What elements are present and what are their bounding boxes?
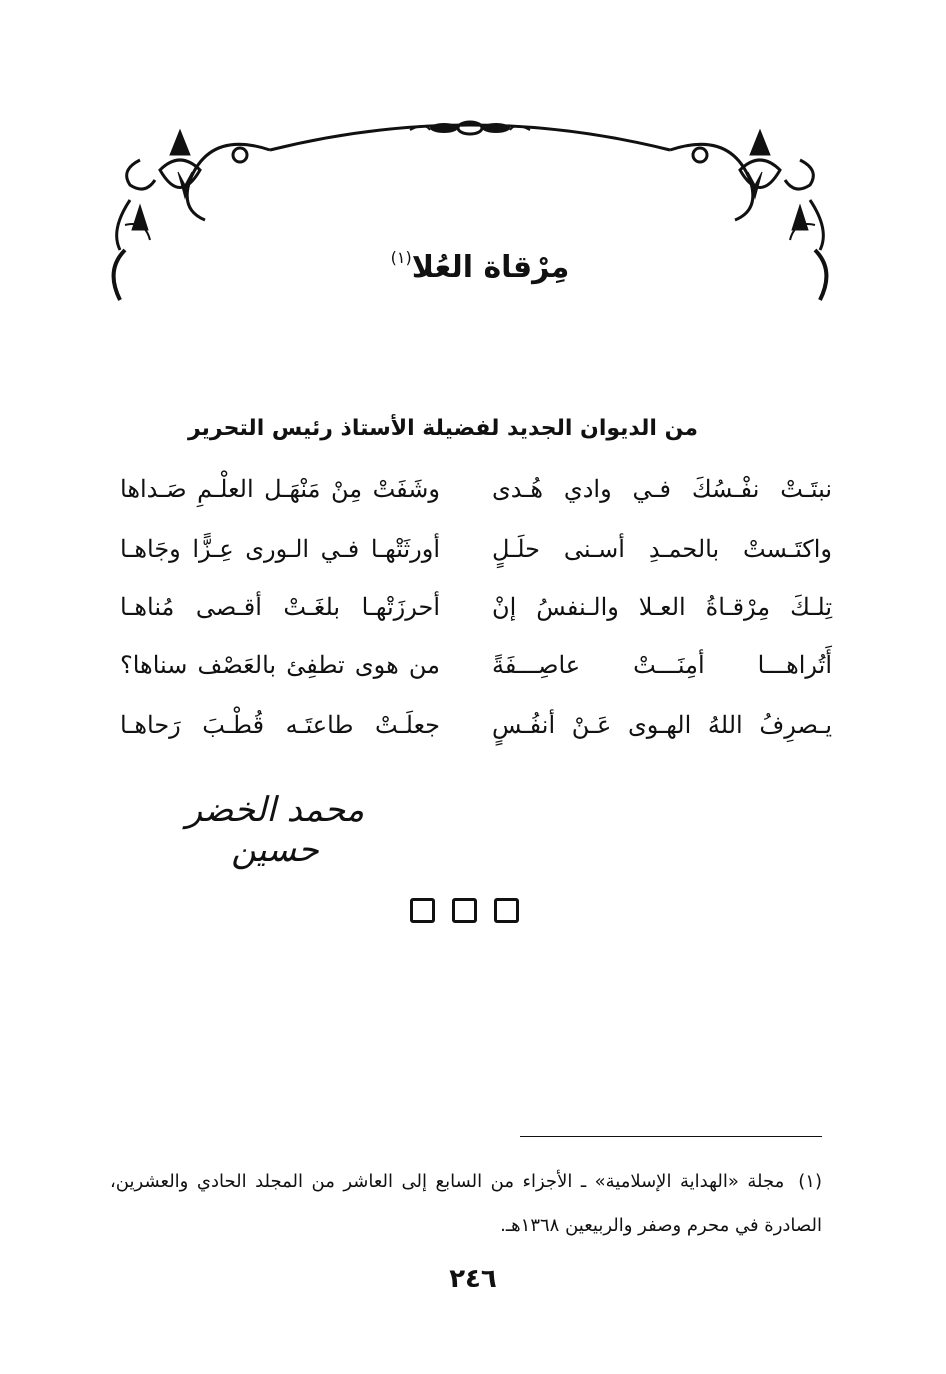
verse-row [0, 700, 946, 750]
verse-first-hemistich: أَتُراهـــا أمِنَـــتْ عاصِـــفَةً [492, 651, 832, 679]
verse-second-hemistich: جعلَـتْ طاعتَـه قُطْـبَ رَحاهـا [120, 711, 440, 739]
verse-first-hemistich: واكتَـستْ بالحمـدِ أسـنى حلَـلٍ [492, 535, 832, 563]
footnote-text: مجلة «الهداية الإسلامية» ـ الأجزاء من السابع إلى العاشر من المجلد الحادي والعشرين، الصادرة في محرم وصفر والربيعين ١٣٦٨هـ. [110, 1171, 822, 1236]
verse-second-hemistich: أحرزَتْهـا بلغَـتْ أقـصى مُناهـا [120, 593, 440, 621]
verse-second-hemistich: وشَفَتْ مِنْ مَنْهَـل العلْـمِ صَـداها [120, 475, 440, 503]
left-fleur-ornament-icon [114, 130, 270, 300]
end-square-icon [494, 898, 519, 923]
verse-row [0, 582, 946, 632]
verse-row [0, 640, 946, 690]
page-title [300, 248, 660, 285]
verse-first-hemistich: نبتَـتْ نفْـسُكَ فـي وادي هُـدى [492, 475, 832, 503]
footnote-divider [520, 1136, 822, 1137]
end-square-icon [452, 898, 477, 923]
right-fleur-ornament-icon [670, 130, 826, 300]
verse-second-hemistich: من هوى تطفِئ بالعَصْف سناها؟ [120, 651, 440, 679]
verse-row [0, 464, 946, 514]
verse-first-hemistich: تِلـكَ مِرْقـاةُ العـلا والـنفسُ إنْ [492, 593, 832, 621]
footnote [110, 1160, 822, 1248]
title-text: مِرْقاة العُلا [411, 250, 570, 285]
end-marks [410, 898, 520, 926]
verse-second-hemistich: أورثَتْهـا فـي الـورى عِـزًّا وجَاهـا [120, 535, 440, 563]
title-footnote-ref: (١) [390, 248, 412, 267]
page-number: ٢٤٦ [449, 1264, 497, 1294]
verse-first-hemistich: يـصرِفُ اللهُ الهـوى عَـنْ أنفُـسٍ [492, 711, 832, 739]
verse-row [0, 524, 946, 574]
author-signature: محمد الخضر حسين [185, 790, 365, 870]
end-square-icon [410, 898, 435, 923]
footnote-marker: (١) [798, 1171, 822, 1192]
poem-intro: من الديوان الجديد لفضيلة الأستاذ رئيس التحرير [187, 416, 698, 441]
